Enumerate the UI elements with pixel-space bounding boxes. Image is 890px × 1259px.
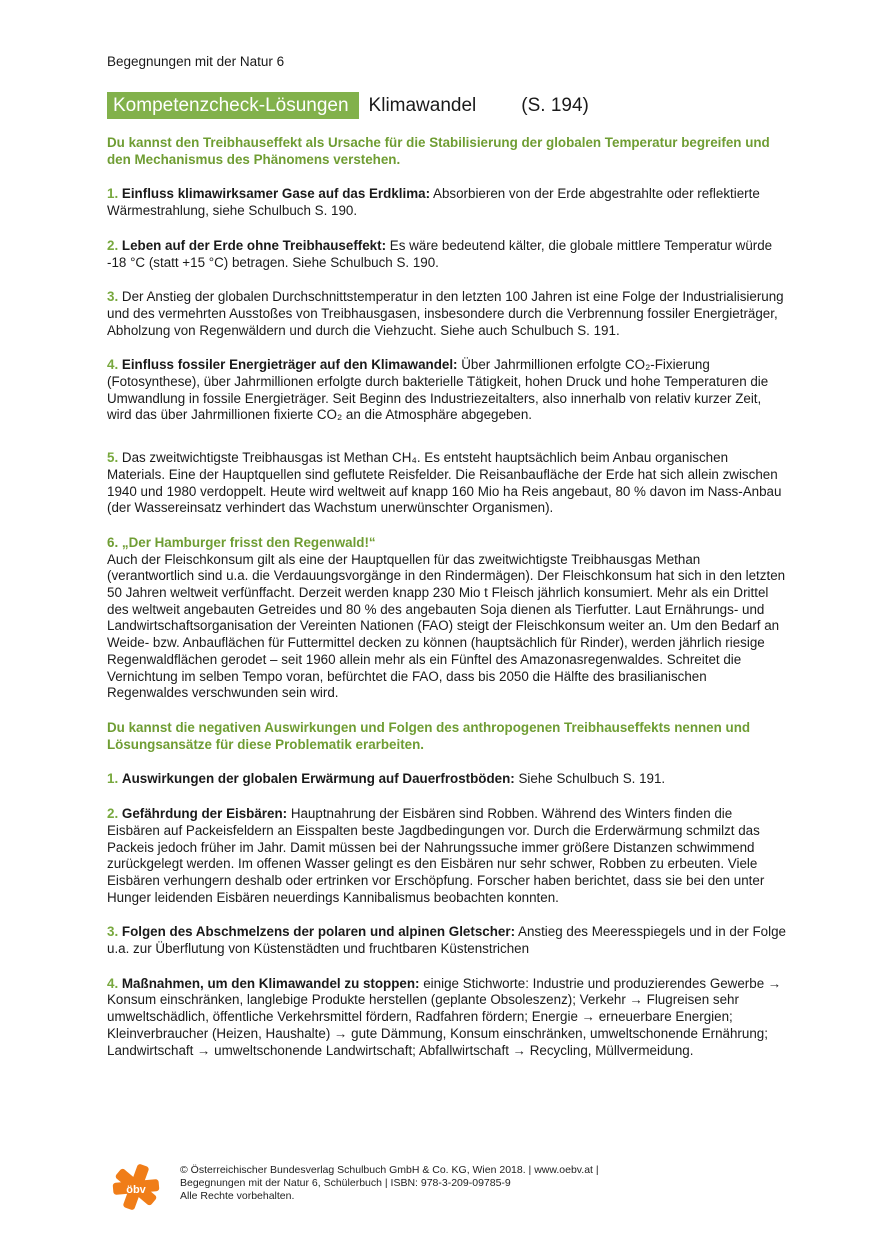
item-heading: 6. „Der Hamburger frisst den Regenwald!“ [107,534,376,550]
list-item: 5. Das zweitwichtigste Treibhausgas ist Methan CH₄. Es entsteht hauptsächlich beim Anbau organischen Materials. Eine der Hauptquellen sind geflutete Reisfelder. Die Reisanbaufläche der Erde hat sich allein zwischen 1940 und 1980 verdoppelt. Heute wird weltweit auf knapp 160 Mio ha Reis angebaut, 80 % davon im Nass-Anbau (der Wassereinsatz verhindert das Wachstum unerwünschter Organismen). [107,450,782,516]
logo-text: öbv [126,1184,146,1196]
oebv-logo-icon [112,1162,160,1212]
competence-intro-2: Du kannst die negativen Auswirkungen und Folgen des anthropogenen Treibhauseffekts nennen und Lösungsansätze für diese Problematik erarbeiten. [107,719,751,752]
list-item: 1. Auswirkungen der globalen Erwärmung auf Dauerfrostböden: Siehe Schulbuch S. 191. [107,771,666,787]
title-row [107,92,589,119]
list-item: 1. Einfluss klimawirksamer Gase auf das Erdklima: Absorbieren von der Erde abgestrahlte oder reflektierte Wärmestrahlung, siehe Schulbuch S. 190. [107,186,760,219]
list-item: 3. Der Anstieg der globalen Durchschnittstemperatur in den letzten 100 Jahren ist eine Folge der Industrialisierung und des vermehrten Ausstoßes von Treibhausgasen, insbesondere durch die Verbrennung fossiler Energieträger, Abholzung von Regenwäldern und durch die Viehzucht. Siehe auch Schulbuch S. 191. [107,289,784,338]
topic-title: Klimawandel [368,94,477,116]
section-tag: Kompetenzcheck-Lösungen [107,92,359,119]
content [107,135,787,1077]
copyright-line: © Österreichischer Bundesverlag Schulbuch GmbH & Co. KG, Wien 2018. | www.oebv.at | [180,1164,599,1176]
book-info-line: Begegnungen mit der Natur 6, Schülerbuch | ISBN: 978-3-209-09785-9 [180,1177,511,1189]
list-item: 6. „Der Hamburger frisst den Regenwald!“ Auch der Fleischkonsum gilt als eine der Hauptquellen für das zweitwichtigste Treibhausgas Methan (verantwortlich sind u.a. die Verdauungsvorgänge in den Rindermägen). Der Fleischkonsum hat sich in den letzten 50 Jahren weltweit verfünffacht. Derzeit werden knapp 230 Mio t Fleisch jährlich konsumiert. Mehr als ein Drittel des weltweit angebauten Getreides und 80 % des angebauten Soja dienen als Tierfutter. Laut Ernährungs- und Landwirtschaftsorganisation der Vereinten Nationen (FAO) steigt der Fleischkonsum weiter an. Um den Bedarf an Weide- bzw. Anbauflächen für Futtermittel decken zu können (hauptsächlich für Rinder), werden jährlich riesige Regenwaldflächen gerodet – seit 1960 allein mehr als ein Fünftel des Amazonasregenwaldes. Schreitet die Vernichtung im selben Tempo voran, befürchtet die FAO, dass bis 2050 die Hälfte des brasilianischen Regenwaldes verschwunden sein wird. [107,534,786,701]
list-item: 2. Leben auf der Erde ohne Treibhauseffekt: Es wäre bedeutend kälter, die globale mittlere Temperatur würde -18 °C (statt +15 °C) betragen. Siehe Schulbuch S. 190. [107,237,773,270]
page-reference: (S. 194) [521,94,589,116]
copyright-text [180,1164,599,1203]
book-title-header: Begegnungen mit der Natur 6 [107,54,285,69]
list-item: 2. Gefährdung der Eisbären: Hauptnahrung der Eisbären sind Robben. Während des Winters finden die Eisbären auf Packeisfeldern an Eisspalten beste Jagdbedingungen vor. Durch die Erderwärmung schmilzt das Packeis jedoch früher im Jahr. Damit müssen bei der Nahrungssuche immer größere Distanzen schwimmend zurückgelegt werden. Im offenen Wasser gelingt es den Eisbären nur sehr schwer, Robben zu erbeuten. Viele Eisbären verhungern deshalb oder ertrinken vor Erschöpfung. Forscher haben berichtet, dass sie bei den unter Hunger leidenden Eisbären neuerdings Kannibalismus beobachten konnten. [107,806,765,905]
competence-intro-1: Du kannst den Treibhauseffekt als Ursache für die Stabilisierung der globalen Temperatur begreifen und den Mechanismus des Phänomens verstehen. [107,135,770,167]
list-item: 4. Maßnahmen, um den Klimawandel zu stoppen: einige Stichworte: Industrie und produzierendes Gewerbe → Konsum einschränken, langlebige Produkte herstellen (geplante Obsoleszenz); Verkehr → Flugreisen sehr umweltschädlich, öffentliche Verkehrsmittel fördern, Radfahren fördern; Energie → erneuerbare Energien; Kleinverbraucher (Heizen, Haushalte) → gute Dämmung, Konsum einschränken, umweltschonende Ernährung; Landwirtschaft → umweltschonende Landwirtschaft; Abfallwirtschaft → Recycling, Müllvermeidung. [107,975,782,1058]
list-item: 3. Folgen des Abschmelzens der polaren und alpinen Gletscher: Anstieg des Meeresspiegels und in der Folge u.a. zur Überflutung von Küstenstädten und fruchtbaren Küstenstrichen [107,924,786,957]
rights-line: Alle Rechte vorbehalten. [180,1190,295,1202]
list-item: 4. Einfluss fossiler Energieträger auf den Klimawandel: Über Jahrmillionen erfolgte CO₂-Fixierung (Fotosynthese), über Jahrmillionen erfolgte durch bakterielle Tätigkeit, hohen Druck und hohe Temperaturen die Umwandlung in fossile Energieträger. Seit Beginn des Industriezeitalters, also innerhalb von relativ kurzer Zeit, wird das über Jahrmillionen fixierte CO₂ an die Atmosphäre abgegeben. [107,357,769,423]
